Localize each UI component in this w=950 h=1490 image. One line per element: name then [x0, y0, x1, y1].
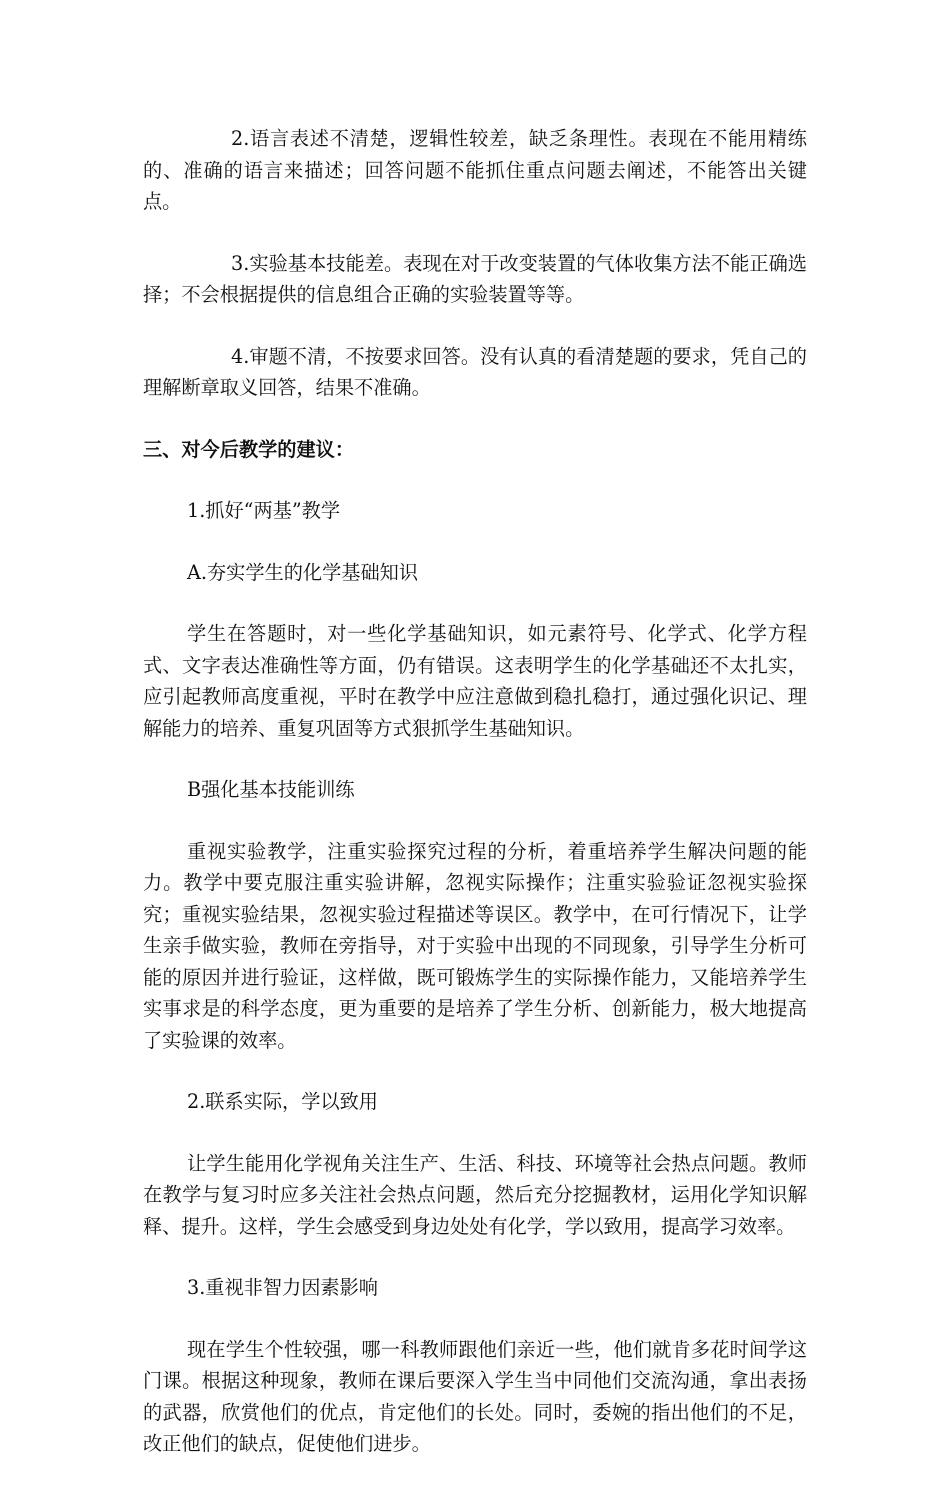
subheading-two-basics: 1.抓好“两基”教学	[187, 499, 341, 522]
paragraph-question-reading: 4.审题不清，不按要求回答。没有认真的看清楚题的要求，凭自己的理解断章取义回答，结果不准确。	[143, 344, 807, 399]
paragraph-non-intellectual-factors: 现在学生个性较强，哪一科教师跟他们亲近一些，他们就肯多花时间学这门课。根据这种现象，教师在课后要深入学生当中同他们交流沟通，拿出表扬的武器，欣赏他们的优点，肯定他们的长处。同时，委婉的指出他们的不足，改正他们的缺点，促使他们进步。	[143, 1337, 807, 1455]
paragraph-practical-application: 让学生能用化学视角关注生产、生活、科技、环境等社会热点问题。教师在教学与复习时应多关注社会热点问题，然后充分挖掘教材，运用化学知识解释、提升。这样，学生会感受到身边处处有化学，学以致用，提高学习效率。	[143, 1151, 807, 1238]
subheading-basic-skills: B强化基本技能训练	[187, 778, 355, 801]
paragraph-basic-skills: 重视实验教学，注重实验探究过程的分析，着重培养学生解决问题的能力。教学中要克服注重实验讲解，忽视实际操作；注重实验验证忽视实验探究；重视实验结果，忽视实验过程描述等误区。教学中，在可行情况下，让学生亲手做实验，教师在旁指导，对于实验中出现的不同现象，引导学生分析可能的原因并进行验证，这样做，既可锻炼学生的实际操作能力，又能培养学生实事求是的科学态度，更为重要的是培养了学生分析、创新能力，极大地提高了实验课的效率。	[143, 839, 807, 1052]
paragraph-basic-knowledge: 学生在答题时，对一些化学基础知识，如元素符号、化学式、化学方程式、文字表达准确性等方面，仍有错误。这表明学生的化学基础还不太扎实，应引起教师高度重视，平时在教学中应注意做到稳扎稳打，通过强化识记、理解能力的培养、重复巩固等方式狠抓学生基础知识。	[143, 622, 807, 740]
subheading-practical-application: 2.联系实际，学以致用	[187, 1090, 378, 1113]
document-body	[143, 123, 807, 1490]
subheading-non-intellectual-factors: 3.重视非智力因素影响	[187, 1276, 378, 1299]
paragraph-language-expression: 2.语言表述不清楚，逻辑性较差，缺乏条理性。表现在不能用精练的、准确的语言来描述；回答问题不能抓住重点问题去阐述，不能答出关键点。	[143, 127, 807, 213]
section-title-suggestions: 三、对今后教学的建议：	[143, 437, 355, 461]
paragraph-experiment-skills: 3.实验基本技能差。表现在对于改变装置的气体收集方法不能正确选择；不会根据提供的信息组合正确的实验装置等等。	[143, 251, 807, 306]
subheading-basic-knowledge: A.夯实学生的化学基础知识	[187, 560, 419, 584]
